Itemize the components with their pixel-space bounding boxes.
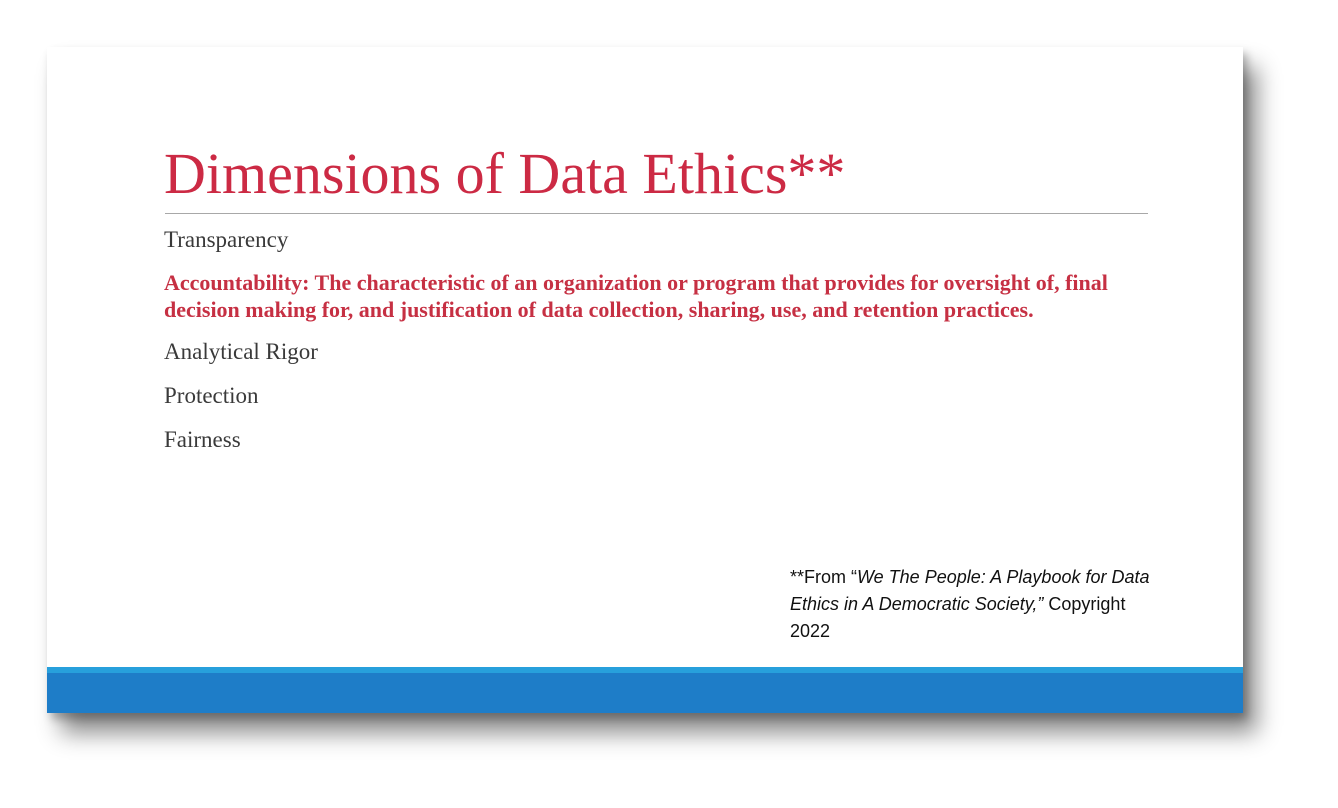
footnote-title: We The People: A Playbook for Data Ethics in A Democratic Society,” <box>790 567 1150 614</box>
bullet-item-fairness: Fairness <box>164 427 241 452</box>
slide <box>47 47 1243 713</box>
bullet-item-transparency: Transparency <box>164 227 289 252</box>
slide-title: Dimensions of Data Ethics** <box>164 141 846 206</box>
bullet-item-accountability: Accountability: The characteristic of an organization or program that provides for oversight of, final decision making for, and justification of data collection, sharing, use, and retention practices. <box>164 270 1108 322</box>
footnote-prefix: **From “ <box>790 567 857 587</box>
title-divider <box>165 213 1148 214</box>
source-footnote <box>790 564 1150 645</box>
bullet-item-analytical-rigor: Analytical Rigor <box>164 339 318 364</box>
footer-band <box>47 673 1243 713</box>
bullet-list <box>164 225 1144 469</box>
bullet-item-protection: Protection <box>164 383 259 408</box>
footnote-copyright: Copyright 2022 <box>790 594 1126 641</box>
